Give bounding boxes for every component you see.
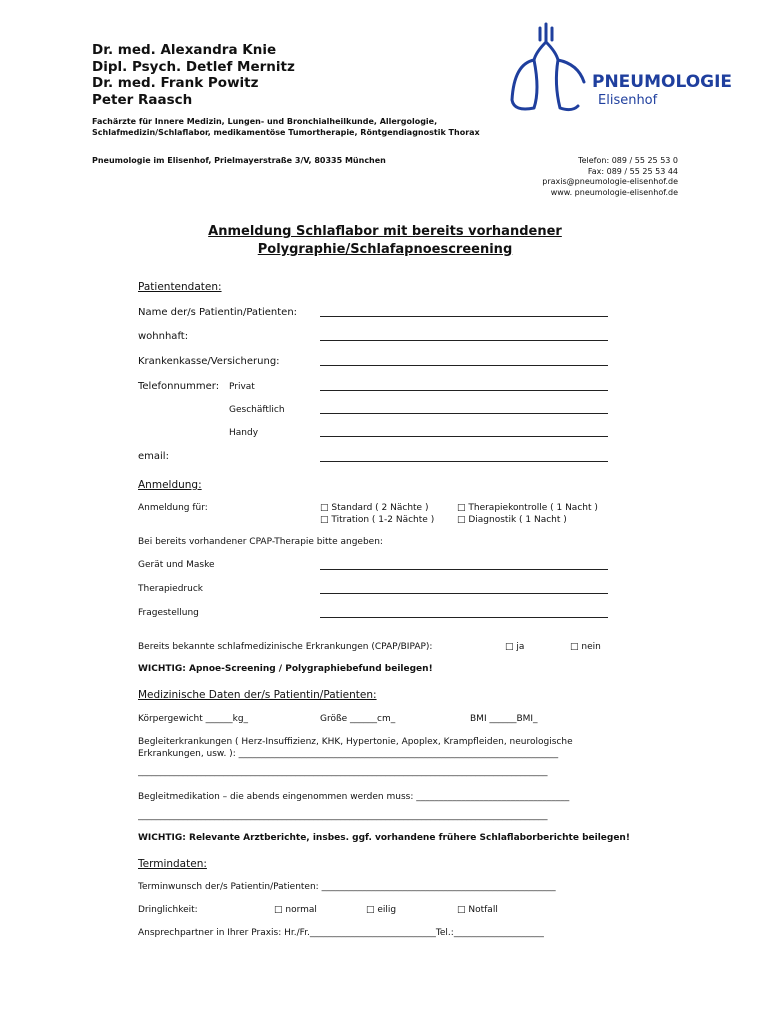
email-label: email: — [138, 451, 169, 462]
specialties — [92, 116, 480, 138]
urgency-emergency-checkbox[interactable]: □ Notfall — [457, 905, 498, 915]
device-field[interactable] — [320, 569, 608, 570]
cpap-note: Bei bereits vorhandener CPAP-Therapie bitte angeben: — [138, 537, 383, 547]
medication-extra-line[interactable]: ___________________________________________________________________________________________ — [138, 811, 548, 821]
appointment-wish-field[interactable]: Terminwunsch der/s Patientin/Patienten: ____________________________________________________ — [138, 882, 556, 892]
comorbidities-field[interactable]: Erkrankungen, usw. ): _______________________________________________________________________ — [138, 749, 559, 759]
phone-mobile-field[interactable] — [320, 436, 608, 437]
device-label: Gerät und Maske — [138, 560, 215, 570]
option-standard-checkbox[interactable]: □ Standard ( 2 Nächte ) — [320, 503, 429, 513]
logo-subtitle: Elisenhof — [598, 93, 658, 108]
insurance-field[interactable] — [320, 365, 608, 366]
residence-label: wohnhaft: — [138, 331, 189, 342]
fax: Fax: 089 / 55 25 53 44 — [587, 166, 678, 176]
residence-field[interactable] — [320, 340, 608, 341]
specialty-line: Fachärzte für Innere Medizin, Lungen- und Bronchialheilkunde, Allergologie, — [92, 117, 438, 126]
phone-business-field[interactable] — [320, 413, 608, 414]
height-field[interactable]: Größe ______cm_ — [320, 714, 396, 724]
website: www. pneumologie-elisenhof.de — [550, 187, 678, 197]
insurance-label: Krankenkasse/Versicherung: — [138, 356, 280, 367]
email-field[interactable] — [320, 461, 608, 462]
phone-mobile-label: Handy — [229, 428, 259, 438]
specialty-line: Schlafmedizin/Schlaflabor, medikamentöse Tumortherapie, Röntgendiagnostik Thorax — [92, 128, 480, 137]
option-titration-checkbox[interactable]: □ Titration ( 1-2 Nächte ) — [320, 515, 435, 525]
screening-notice: WICHTIG: Apnoe-Screening / Polygraphiebefund beilegen! — [138, 664, 433, 674]
title-line: Anmeldung Schlaflabor mit bereits vorhandener — [208, 224, 562, 239]
comorbidities-extra-line[interactable]: ___________________________________________________________________________________________ — [138, 767, 548, 777]
option-diagnostic-checkbox[interactable]: □ Diagnostik ( 1 Nacht ) — [457, 515, 567, 525]
lungs-logo-icon — [506, 20, 686, 120]
urgency-urgent-checkbox[interactable]: □ eilig — [366, 905, 397, 915]
form-title — [0, 223, 770, 259]
registration-heading: Anmeldung: — [138, 479, 202, 491]
contact-person-field[interactable]: Ansprechpartner in Ihrer Praxis: Hr./Fr.____________________________Tel.:____________________ — [138, 928, 544, 938]
phone: Telefon: 089 / 55 25 53 0 — [578, 156, 678, 165]
doctor-name: Dr. med. Frank Powitz — [92, 75, 259, 91]
reports-notice: WICHTIG: Relevante Arztberichte, insbes. ggf. vorhandene frühere Schlaflaborberichte beilegen! — [138, 833, 630, 843]
urgency-normal-checkbox[interactable]: □ normal — [274, 905, 317, 915]
questionnaire-label: Fragestellung — [138, 608, 199, 618]
phone-business-label: Geschäftlich — [229, 405, 285, 415]
title-line: Polygraphie/Schlafapnoescreening — [257, 242, 513, 257]
questionnaire-field[interactable] — [320, 617, 608, 618]
medication-field[interactable]: Begleitmedikation – die abends eingenommen werden muss: __________________________________ — [138, 792, 570, 802]
option-therapy-checkbox[interactable]: □ Therapiekontrolle ( 1 Nacht ) — [457, 503, 598, 513]
name-label: Name der/s Patientin/Patienten: — [138, 307, 298, 318]
doctor-list — [92, 42, 295, 108]
urgency-label: Dringlichkeit: — [138, 905, 198, 915]
medical-heading: Medizinische Daten der/s Patientin/Patienten: — [138, 689, 377, 701]
pressure-label: Therapiedruck — [138, 584, 203, 594]
phone-private-label: Privat — [229, 382, 255, 392]
phone-private-field[interactable] — [320, 390, 608, 391]
doctor-name: Dr. med. Alexandra Knie — [92, 42, 277, 58]
contact-block — [542, 156, 678, 198]
registration-for-label: Anmeldung für: — [138, 503, 208, 513]
patient-heading: Patientendaten: — [138, 281, 222, 293]
appointment-heading: Termindaten: — [138, 858, 207, 870]
name-field[interactable] — [320, 316, 608, 317]
known-no-checkbox[interactable]: □ nein — [570, 642, 601, 652]
known-yes-checkbox[interactable]: □ ja — [505, 642, 525, 652]
bmi-field[interactable]: BMI ______BMI_ — [470, 714, 538, 724]
comorbidities-label: Begleiterkrankungen ( Herz-Insuffizienz, KHK, Hypertonie, Apoplex, Krampfleiden, neurologische — [138, 737, 573, 747]
practice-address: Pneumologie im Elisenhof, Prielmayerstraße 3/V, 80335 München — [92, 156, 386, 165]
phone-label: Telefonnummer: — [138, 381, 220, 392]
doctor-name: Peter Raasch — [92, 91, 193, 108]
pressure-field[interactable] — [320, 593, 608, 594]
email: praxis@pneumologie-elisenhof.de — [542, 177, 678, 186]
doctor-name: Dipl. Psych. Detlef Mernitz — [92, 58, 295, 75]
logo-title: PNEUMOLOGIE — [592, 72, 733, 92]
known-conditions-label: Bereits bekannte schlafmedizinische Erkrankungen (CPAP/BIPAP): — [138, 642, 433, 652]
weight-field[interactable]: Körpergewicht ______kg_ — [138, 714, 249, 724]
